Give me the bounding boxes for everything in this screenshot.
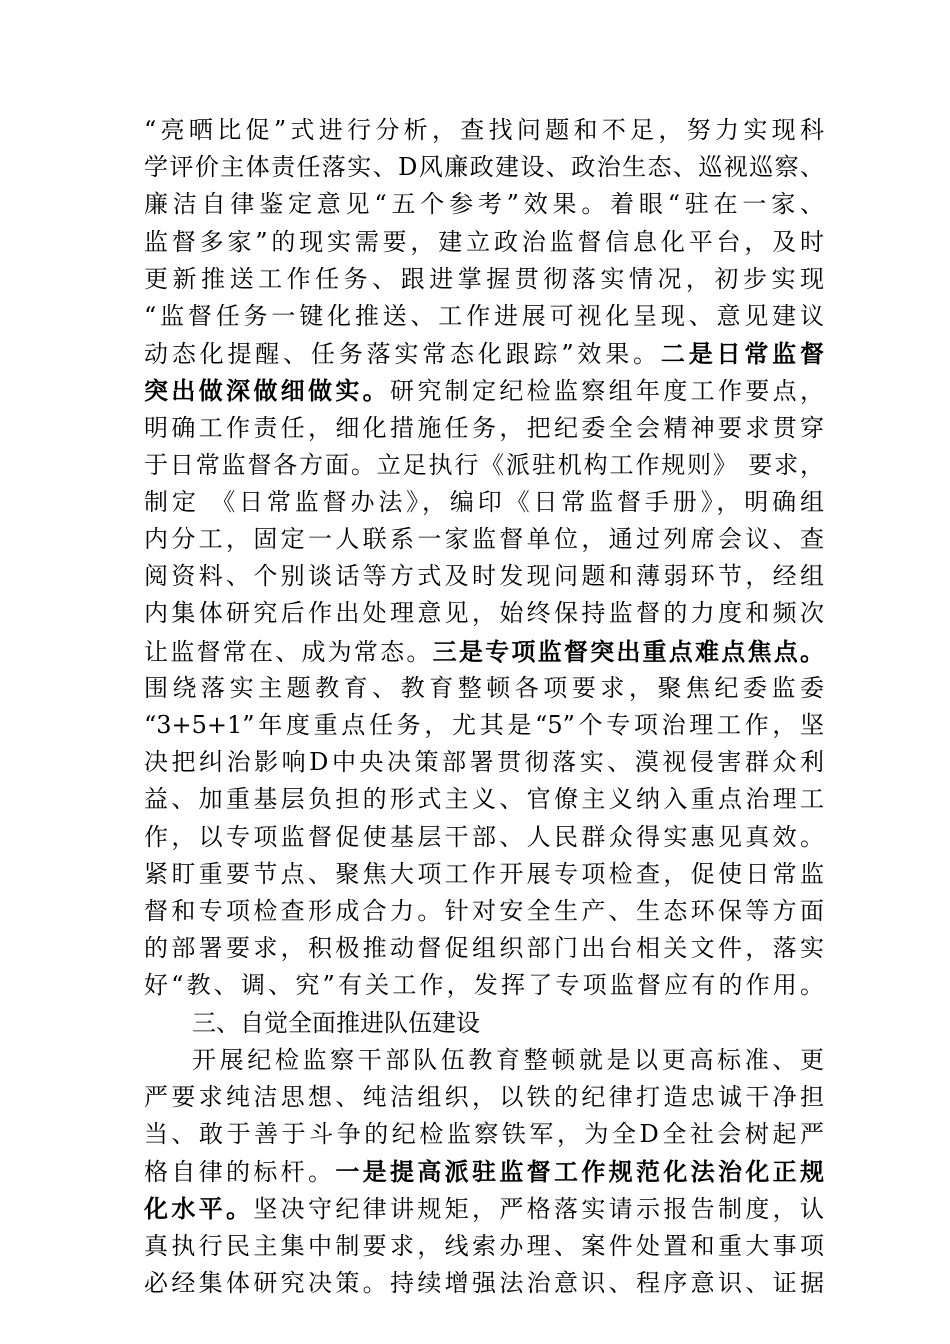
text-line [144, 1190, 824, 1227]
bold-text-segment: 突出做深做细做实。 [144, 376, 390, 406]
text-line [144, 781, 824, 818]
text-line [144, 1042, 824, 1079]
text-line [144, 856, 824, 893]
text-line [144, 112, 824, 149]
text-line [144, 149, 824, 186]
text-segment: 围绕落实主题教育、教育整顿各项要求，聚焦纪委监委 [144, 673, 824, 702]
text-segment: “3+5+1”年度重点任务，尤其是“5”个专项治理工作，坚 [144, 711, 824, 739]
text-line [144, 1116, 824, 1153]
text-line [144, 819, 824, 856]
text-line [144, 1228, 824, 1265]
text-segment: 明确工作责任，细化措施任务，把纪委全会精神要求贯穿 [144, 413, 824, 442]
bold-text-segment: 一是提高派驻监督工作规范化法治化正规 [335, 1157, 825, 1187]
text-segment: “亮晒比促”式进行分析，查找问题和不足，努力实现科 [144, 116, 824, 144]
text-line [144, 298, 824, 335]
text-line [144, 186, 824, 223]
text-segment: 决把纠治影响D中央决策部署贯彻落实、漠视侵害群众利 [144, 748, 824, 777]
text-line [144, 744, 824, 781]
text-segment: 紧盯重要节点、聚焦大项工作开展专项检查，促使日常监 [144, 859, 824, 888]
text-segment: 益、加重基层负担的形式主义、官僚主义纳入重点治理工 [144, 785, 824, 814]
text-line [144, 335, 824, 372]
text-line [144, 447, 824, 484]
document-page [144, 112, 824, 1302]
text-line [144, 558, 824, 595]
text-line [144, 410, 824, 447]
text-segment: 好“教、调、究”有关工作，发挥了专项监督应有的作用。 [144, 971, 824, 1000]
text-segment: 廉洁自律鉴定意见“五个参考”效果。着眼“驻在一家、 [144, 190, 824, 219]
text-segment: 严要求纯洁思想、纯洁组织，以铁的纪律打造忠诚干净担 [144, 1082, 824, 1111]
text-segment: 坚决守纪律讲规矩，严格落实请示报告制度，认 [253, 1195, 825, 1224]
text-line [144, 261, 824, 298]
text-line [144, 1265, 824, 1302]
text-line [144, 707, 824, 744]
text-line [144, 521, 824, 558]
text-segment: 格自律的标杆。 [144, 1158, 336, 1187]
text-segment: “监督任务一键化推送、工作进展可视化呈现、意见建议 [144, 301, 824, 330]
text-line [144, 1153, 824, 1190]
text-segment: 三、自觉全面推进队伍建设 [192, 1008, 480, 1037]
text-segment: 让监督常在、成为常态。 [144, 637, 433, 666]
text-line [144, 595, 824, 632]
text-line [144, 930, 824, 967]
text-segment: 阅资料、个别谈话等方式及时发现问题和薄弱环节，经组 [144, 562, 824, 591]
text-segment: 制定 《日常监督办法》，编印《日常监督手册》，明确组 [144, 487, 824, 516]
text-segment: 督和专项检查形成合力。针对安全生产、生态环保等方面 [144, 896, 824, 925]
text-segment: 的部署要求，积极推动督促组织部门出台相关文件，落实 [144, 934, 824, 963]
bold-text-segment: 三是专项监督突出重点难点焦点。 [432, 636, 824, 666]
text-segment: 当、敢于善于斗争的纪检监察铁军，为全D全社会树起严 [144, 1120, 824, 1149]
text-segment: 于日常监督各方面。立足执行《派驻机构工作规则》 要求， [144, 450, 824, 479]
text-line [144, 224, 824, 261]
bold-text-segment: 化水平。 [144, 1194, 254, 1224]
text-segment: 内集体研究后作出处理意见，始终保持监督的力度和频次 [144, 599, 824, 628]
text-segment: 学评价主体责任落实、D风廉政建设、政治生态、巡视巡察、 [144, 153, 824, 182]
text-line [144, 633, 824, 670]
text-segment: 监督多家”的现实需要，建立政治监督信息化平台，及时 [144, 227, 824, 256]
bold-text-segment: 二是日常监督 [660, 339, 824, 369]
text-line [144, 893, 824, 930]
text-line [144, 1079, 824, 1116]
text-segment: 动态化提醒、任务落实常态化跟踪”效果。 [144, 340, 661, 369]
text-line [144, 484, 824, 521]
text-segment: 更新推送工作任务、跟进掌握贯彻落实情况，初步实现 [144, 264, 824, 293]
text-line [144, 670, 824, 707]
text-line [144, 967, 824, 1004]
text-segment: 作，以专项监督促使基层干部、人民群众得实惠见真效。 [144, 822, 824, 851]
text-segment: 开展纪检监察干部队伍教育整顿就是以更高标准、更 [192, 1045, 824, 1074]
text-segment: 真执行民主集中制要求，线索办理、案件处置和重大事项 [144, 1231, 824, 1260]
text-line [144, 1005, 824, 1042]
text-segment: 研究制定纪检监察组年度工作要点， [390, 377, 824, 406]
text-segment: 内分工，固定一人联系一家监督单位，通过列席会议、查 [144, 525, 824, 554]
text-line [144, 372, 824, 409]
text-segment: 必经集体研究决策。持续增强法治意识、程序意识、证据 [144, 1268, 824, 1297]
